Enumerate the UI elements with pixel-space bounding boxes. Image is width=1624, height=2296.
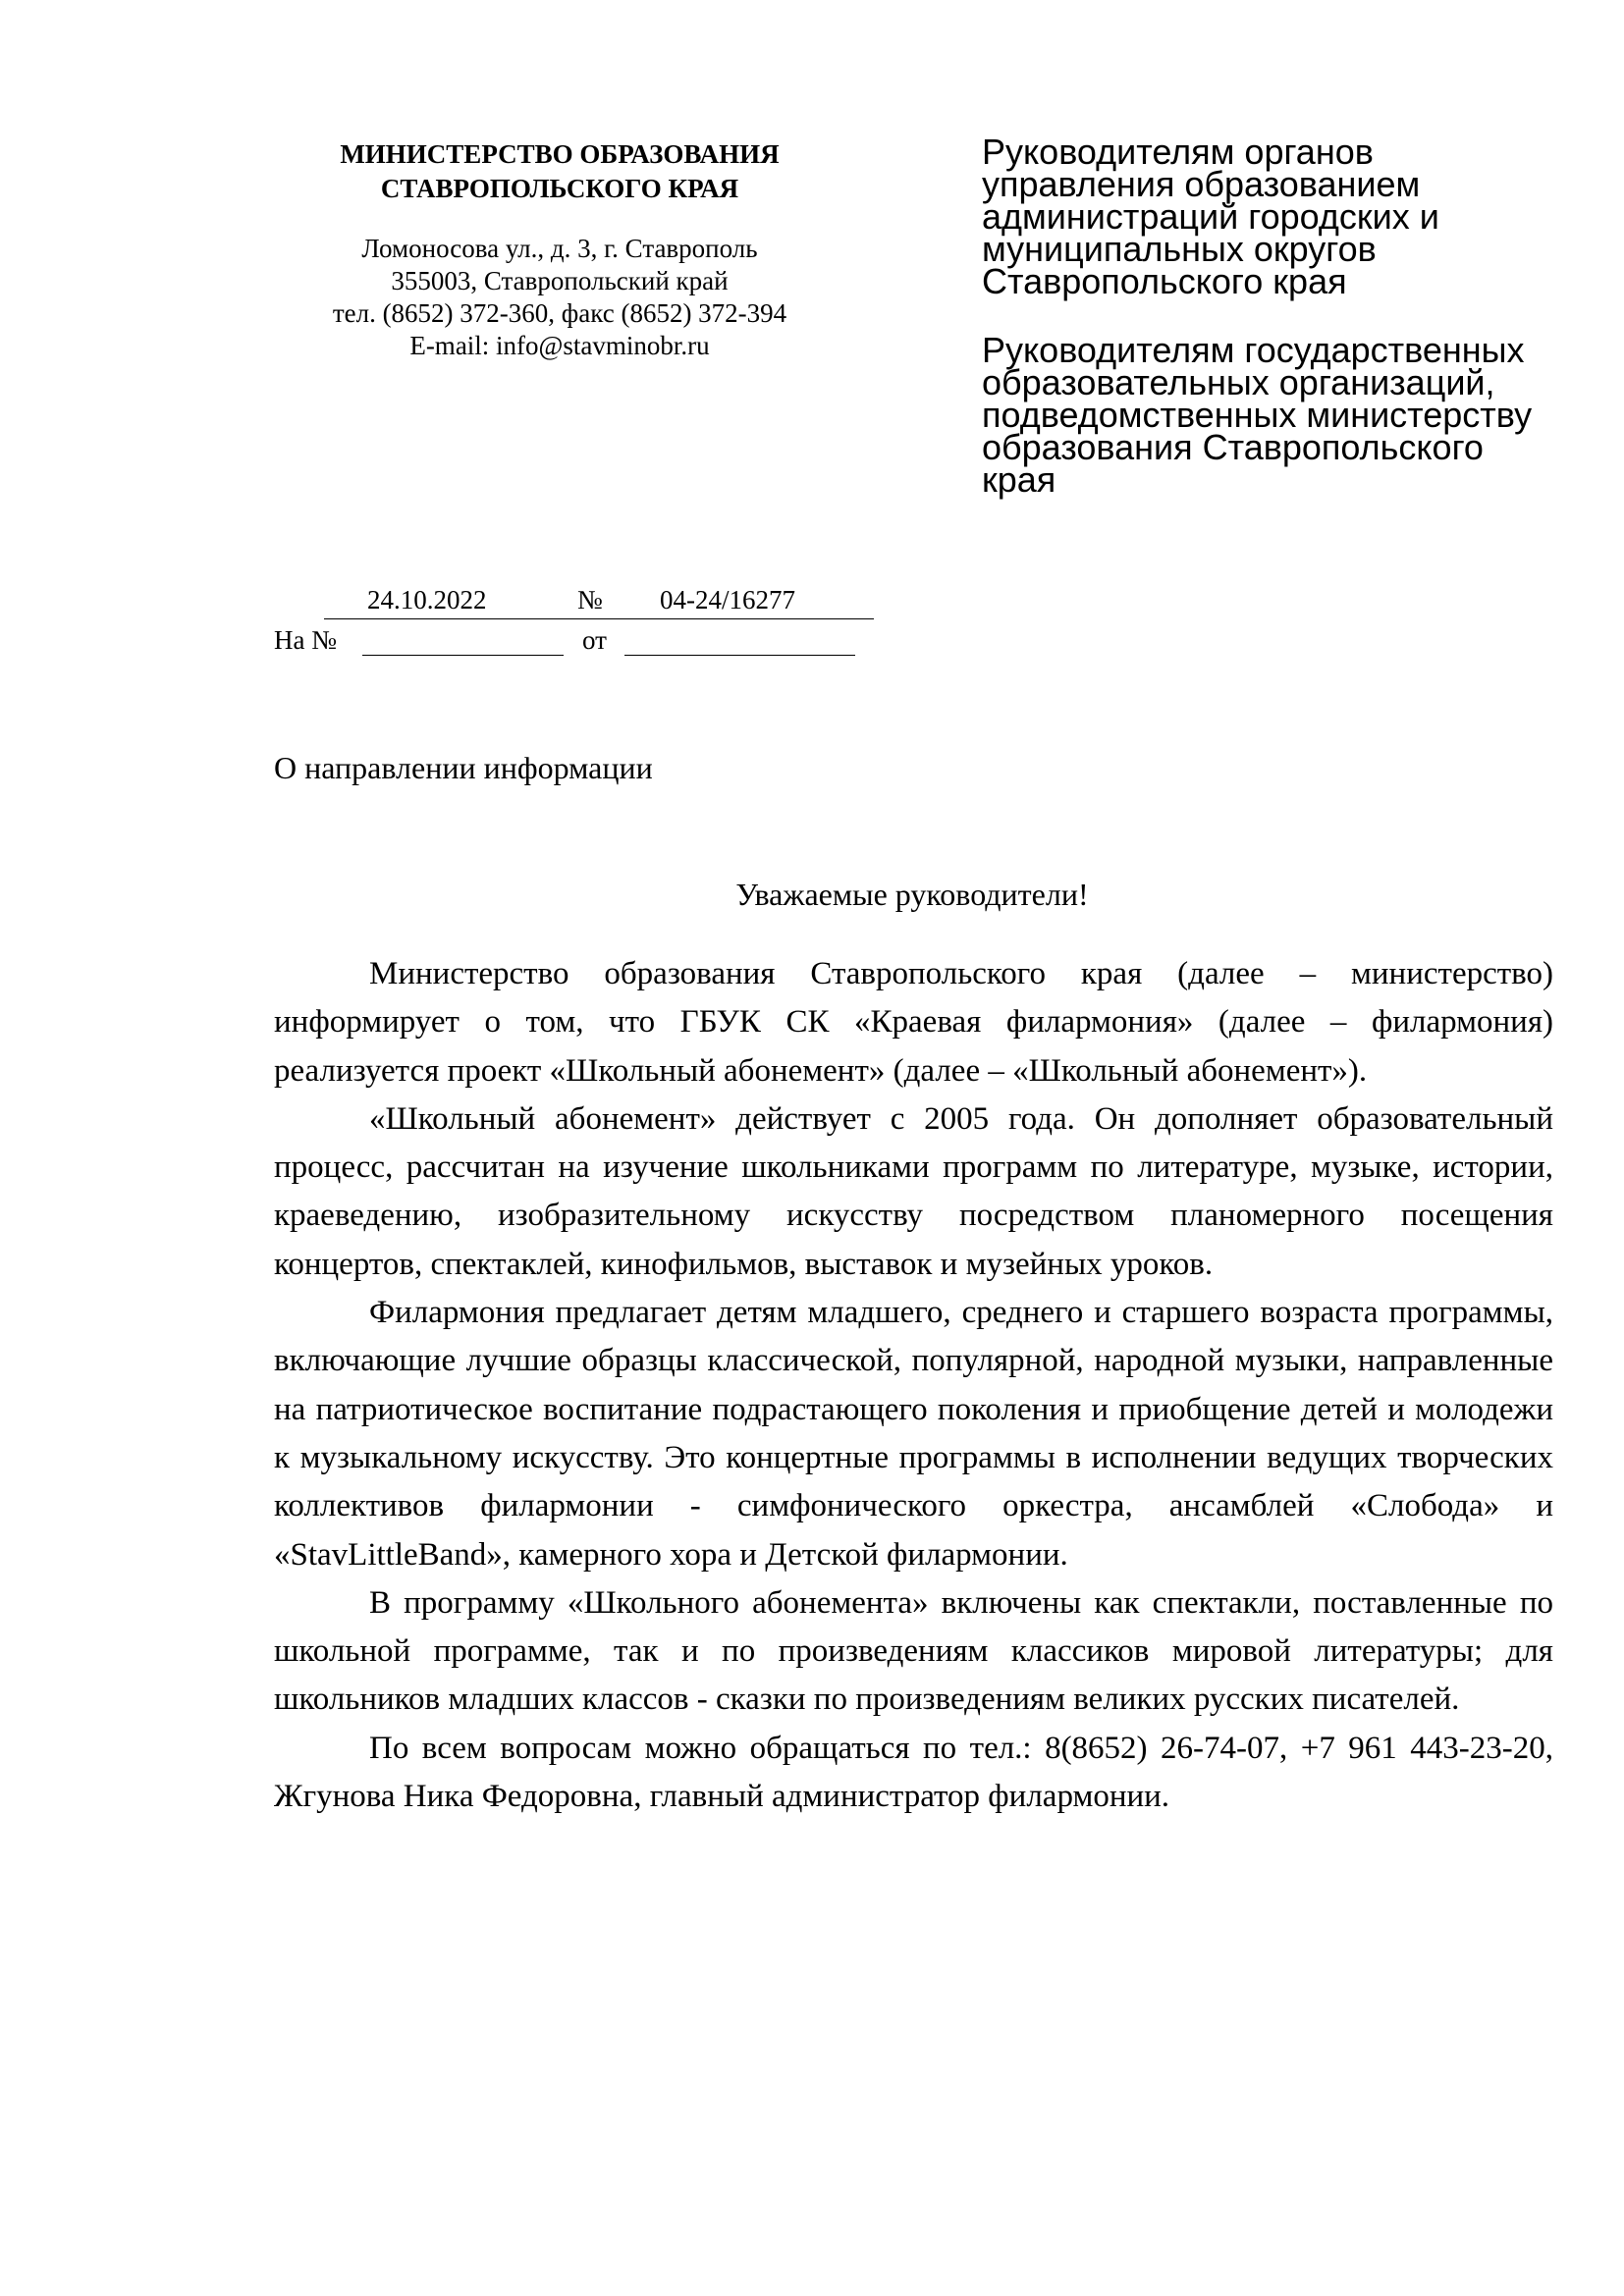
registration-date: 24.10.2022 <box>367 585 487 614</box>
body-paragraph: Министерство образования Ставропольского края (далее – министерство) информирует о том, что ГБУК СК «Краевая филармония» (далее – филармония) реализуется проект «Школьный абонемент» (далее – «Школьный абонемент»). <box>274 956 1553 1089</box>
addressee-line: Ставропольского края <box>982 261 1347 301</box>
addressee-line: подведомственных министерству <box>982 395 1533 435</box>
letterhead-org-name <box>295 137 825 206</box>
reference-number-blank <box>362 625 564 656</box>
letter-body <box>274 950 1553 1821</box>
addressee-line: образования Ставропольского <box>982 427 1484 467</box>
addressee-block-1 <box>982 132 1571 301</box>
addressee-line: муниципальных округов <box>982 229 1377 269</box>
org-address: Ломоносова ул., д. 3, г. Ставрополь <box>361 234 758 263</box>
letterhead-contacts <box>295 233 825 362</box>
org-name-line-2: СТАВРОПОЛЬСКОГО КРАЯ <box>380 174 739 203</box>
addressee-line: управления образованием <box>982 164 1421 204</box>
body-paragraph: «Школьный абонемент» действует с 2005 года. Он дополняет образовательный процесс, рассчитан на изучение школьниками программ по литературе, музыке, истории, краеведению, изобразительному искусству посредством планомерного посещения концертов, спектаклей, кинофильмов, выставок и музейных уроков. <box>274 1100 1553 1282</box>
letter-subject: О направлении информации <box>274 750 653 785</box>
addressee-line: администраций городских и <box>982 196 1439 237</box>
addressee-line: Руководителям государственных <box>982 330 1525 370</box>
reference-row <box>274 625 883 659</box>
registration-row <box>324 585 874 619</box>
org-email: E-mail: info@stavminobr.ru <box>409 331 710 360</box>
body-paragraph: По всем вопросам можно обращаться по тел.: 8(8652) 26-74-07, +7 961 443-23-20, Жгунова Ника Федоровна, главный администратор филармонии. <box>274 1730 1553 1815</box>
org-postal: 355003, Ставропольский край <box>391 266 729 295</box>
reference-date-blank <box>624 625 855 656</box>
org-phone: тел. (8652) 372-360, факс (8652) 372-394 <box>332 298 787 328</box>
body-paragraph: В программу «Школьного абонемента» включены как спектакли, поставленные по школьной программе, так и по произведениям классиков мировой литературы; для школьников младших классов - сказки по произведениям великих русских писателей. <box>274 1584 1553 1718</box>
registration-number: 04-24/16277 <box>660 585 795 614</box>
org-name-line-1: МИНИСТЕРСТВО ОБРАЗОВАНИЯ <box>340 139 780 169</box>
addressee-line: края <box>982 459 1056 500</box>
salutation: Уважаемые руководители! <box>735 877 1089 912</box>
addressee-block-2 <box>982 330 1571 500</box>
addressee-line: Руководителям органов <box>982 132 1374 172</box>
registration-number-label: № <box>577 585 603 614</box>
reference-from-label: от <box>582 625 607 655</box>
addressee-line: образовательных организаций, <box>982 362 1495 402</box>
reference-number-label: На № <box>274 625 337 655</box>
body-paragraph: Филармония предлагает детям младшего, среднего и старшего возраста программы, включающие лучшие образцы классической, популярной, народной музыки, направленные на патриотическое воспитание подрастающего поколения и приобщение детей и молодежи к музыкальному искусству. Это концертные программы в исполнении ведущих творческих коллективов филармонии - симфонического оркестра, ансамблей «Слобода» и «StavLittleBand», камерного хора и Детской филармонии. <box>274 1295 1553 1573</box>
